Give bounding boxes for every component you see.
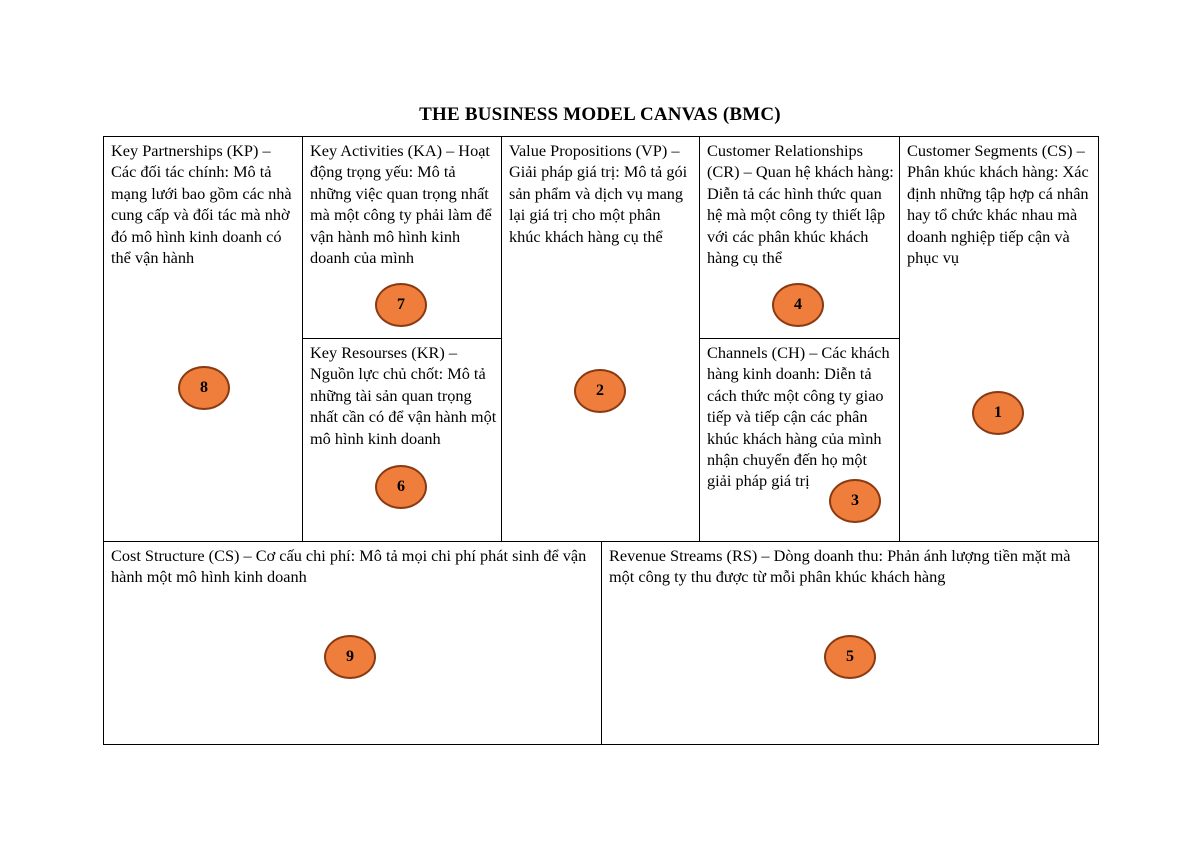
channels-number-badge: 3 bbox=[829, 479, 881, 523]
key-partnerships-number-badge: 8 bbox=[178, 366, 230, 410]
customer-segments-block bbox=[899, 136, 1099, 542]
key-resources-text: Key Resourses (KR) – Nguồn lực chủ chốt: Mô tả những tài sản quan trọng nhất cần có để vận hành một mô hình kinh doanh bbox=[310, 343, 497, 448]
customer-relationships-number-badge: 4 bbox=[772, 283, 824, 327]
customer-segments-text: Customer Segments (CS) – Phân khúc khách hàng: Xác định những tập hợp cá nhân hay tổ chức khác nhau mà doanh nghiệp tiếp cận và phục vụ bbox=[907, 141, 1089, 268]
revenue-streams-number-badge: 5 bbox=[824, 635, 876, 679]
value-propositions-block bbox=[501, 136, 700, 542]
key-activities-text: Key Activities (KA) – Hoạt động trọng yếu: Mô tả những việc quan trọng nhất mà một công ty phải làm để vận hành mô hình kinh doanh của mình bbox=[310, 141, 492, 268]
cost-structure-number-badge: 9 bbox=[324, 635, 376, 679]
customer-segments-number-badge: 1 bbox=[972, 391, 1024, 435]
channels-block bbox=[699, 338, 900, 542]
revenue-streams-block bbox=[601, 541, 1099, 745]
value-propositions-text: Value Propositions (VP) – Giải pháp giá trị: Mô tả gói sản phẩm và dịch vụ mang lại giá trị cho một phân khúc khách hàng cụ thể bbox=[509, 141, 688, 246]
page-title: THE BUSINESS MODEL CANVAS (BMC) bbox=[419, 104, 781, 125]
key-resources-number-badge: 6 bbox=[375, 465, 427, 509]
key-activities-number-badge: 7 bbox=[375, 283, 427, 327]
channels-text: Channels (CH) – Các khách hàng kinh doanh: Diễn tả cách thức một công ty giao tiếp và tiếp cận các phân khúc khách hàng của mình nhận chuyển đến họ một giải pháp giá trị bbox=[707, 343, 890, 491]
revenue-streams-text: Revenue Streams (RS) – Dòng doanh thu: Phản ánh lượng tiền mặt mà một công ty thu được từ mỗi phân khúc khách hàng bbox=[609, 546, 1071, 587]
key-resources-block bbox=[302, 338, 502, 542]
key-activities-block bbox=[302, 136, 502, 339]
key-partnerships-text: Key Partnerships (KP) – Các đối tác chính: Mô tả mạng lưới bao gồm các nhà cung cấp và đối tác mà nhờ đó mô hình kinh doanh có thể vận hành bbox=[111, 141, 292, 268]
cost-structure-block bbox=[103, 541, 602, 745]
customer-relationships-text: Customer Relationships (CR) – Quan hệ khách hàng: Diễn tả các hình thức quan hệ mà một công ty thiết lập với các phân khúc khách hàng cụ thể bbox=[707, 141, 894, 268]
cost-structure-text: Cost Structure (CS) – Cơ cấu chi phí: Mô tả mọi chi phí phát sinh để vận hành một mô hình kinh doanh bbox=[111, 546, 587, 587]
customer-relationships-block bbox=[699, 136, 900, 339]
value-propositions-number-badge: 2 bbox=[574, 369, 626, 413]
key-partnerships-block bbox=[103, 136, 303, 542]
